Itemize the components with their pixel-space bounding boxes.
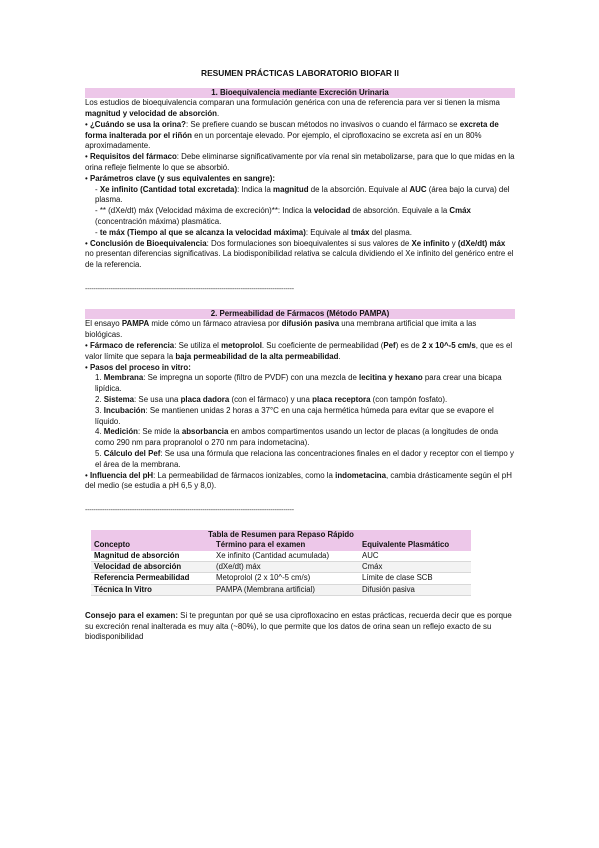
bold-text: Cmáx [449, 206, 471, 216]
bold-text: PAMPA [121, 319, 150, 329]
text: : Se usa una fórmula que relaciona las concentraciones finales en el dador y receptor con el tiempo y el área de la membrana. [95, 448, 514, 469]
text: y [449, 238, 458, 248]
bold-text: lecitina y hexano [359, 373, 423, 383]
bullet: • [85, 173, 88, 183]
section-1-heading: 1. Bioequivalencia mediante Excreción Urinaria [85, 88, 515, 99]
s2-intro [85, 319, 515, 341]
s1-xe-infinito [85, 185, 515, 207]
text: del plasma. [369, 227, 412, 237]
section-bioequivalencia [85, 88, 515, 271]
text: , que es el valor límite que separa la [85, 340, 513, 361]
text: : Se mide la [137, 427, 182, 437]
bullet: • [85, 362, 88, 372]
s2-paso-calculo [85, 449, 515, 471]
text: . [216, 109, 220, 119]
s1-conclusion [85, 239, 515, 271]
dash: - [95, 184, 98, 194]
table-cell: (dXe/dt) máx [213, 561, 359, 572]
table-header: Término para el examen [213, 540, 359, 550]
dash: - [95, 206, 98, 216]
bold-text: Pef [383, 340, 396, 350]
bold-text: magnitud [273, 184, 309, 194]
step-number: 4. [95, 427, 104, 437]
bold-text: tmáx [351, 227, 370, 237]
text: : Indica la [237, 184, 274, 194]
table-cell: Metoprolol (2 x 10^-5 cm/s) [213, 573, 359, 584]
bold-text: velocidad [313, 206, 351, 216]
section-divider: -------------------------------------------------------------------------------------------------- [85, 507, 294, 515]
text: , cambia drásticamente según el pH del medio (se estudia a pH 6,5 y 8,0). [85, 470, 512, 491]
table-caption: Tabla de Resumen para Repaso Rápido [91, 530, 471, 541]
section-2-heading: 2. Permeabilidad de Fármacos (Método PAMPA) [85, 309, 515, 320]
bold-text: te máx (Tiempo al que se alcanza la velocidad máxima) [99, 227, 306, 237]
table-header: Equivalente Plasmático [359, 540, 471, 550]
s1-dxe-dt [85, 206, 515, 228]
text: : Dos formulaciones son bioequivalentes si sus valores de [206, 238, 412, 248]
text: (área bajo la curva) del plasma. [95, 184, 510, 205]
s2-paso-incubacion [85, 406, 515, 428]
bold-text: Sistema [103, 394, 135, 404]
s2-referencia [85, 341, 515, 363]
bold-text: AUC [409, 184, 427, 194]
text: (concentración máxima) plasmática. [95, 217, 222, 227]
text: . Su coeficiente de permeabilidad ( [261, 340, 384, 350]
table-header: Concepto [91, 540, 213, 550]
bold-text: Influencia del pH [89, 470, 154, 480]
table-cell: Límite de clase SCB [359, 573, 471, 584]
s2-paso-sistema [85, 395, 515, 406]
s1-intro [85, 98, 515, 120]
table-cell: Cmáx [359, 561, 471, 572]
bold-text: indometacina [335, 470, 387, 480]
section-permeabilidad [85, 309, 515, 492]
table-cell: Velocidad de absorción [91, 561, 213, 572]
bold-text: Medición [103, 427, 138, 437]
bold-text: Cálculo del Pef [103, 448, 161, 458]
bold-text: 2 x 10^-5 cm/s [422, 340, 476, 350]
bullet: • [85, 119, 88, 129]
table-cell: AUC [359, 551, 471, 562]
text: : Equivale al [305, 227, 352, 237]
bold-text: Conclusión de Bioequivalencia [89, 238, 207, 248]
table-cell: Referencia Permeabilidad [91, 573, 213, 584]
exam-tip [85, 611, 515, 643]
bold-text: Fármaco de referencia [89, 340, 175, 350]
text: en ambos compartimentos usando un lector de placas (a longitudes de onda como 290 nm para propranolol o 270 nm para indometacina). [95, 427, 499, 448]
table-row [91, 551, 471, 562]
s1-parametros [85, 174, 515, 185]
s2-paso-membrana [85, 373, 515, 395]
bullet: • [85, 238, 88, 248]
bold-text: magnitud y velocidad de absorción [85, 109, 217, 119]
text: para crear una bicapa lipídica. [95, 373, 502, 394]
bullet: • [85, 152, 88, 162]
text: : Se prefiere cuando se buscan métodos no invasivos o cuando el fármaco se [186, 119, 460, 129]
text: . [338, 351, 341, 361]
text: de la absorción. Equivale al [308, 184, 410, 194]
text: El ensayo [85, 319, 122, 329]
step-number: 2. [95, 394, 104, 404]
bold-text: Requisitos del fármaco [89, 152, 177, 162]
s1-te-max [85, 228, 515, 239]
bold-text: Parámetros clave (y sus equivalentes en sangre) [89, 173, 273, 183]
text: : La permeabilidad de fármacos ionizables, como la [153, 470, 336, 480]
table-cell: PAMPA (Membrana artificial) [213, 584, 359, 595]
dash: - [95, 227, 98, 237]
table-cell: Técnica In Vitro [91, 584, 213, 595]
bold-text: metoprolol [221, 340, 262, 350]
text: ) es de [395, 340, 423, 350]
text: de absorción. Equivale a la [350, 206, 450, 216]
bold-text: Incubación [103, 405, 146, 415]
bold-text: ¿Cuándo se usa la orina? [89, 119, 186, 129]
s1-requisitos [85, 152, 515, 174]
text: Los estudios de bioequivalencia comparan una formulación genérica con una de referencia para ver si tienen la misma [85, 98, 500, 108]
s2-pasos [85, 363, 515, 374]
bold-text: Pasos del proceso in vitro [89, 362, 189, 372]
bold-text: Xe infinito [411, 238, 450, 248]
step-number: 5. [95, 448, 104, 458]
table-row [91, 584, 471, 595]
bold-text: Consejo para el examen: [85, 610, 178, 620]
table-header-row [91, 540, 471, 550]
text: : Se utiliza el [174, 340, 222, 350]
bold-text: placa dadora [180, 394, 230, 404]
bullet: • [85, 340, 88, 350]
s2-ph [85, 471, 515, 493]
step-number: 3. [95, 405, 104, 415]
text: ** (dXe/dt) máx (Velocidad máxima de excreción)**: Indica la [99, 206, 314, 216]
step-number: 1. [95, 373, 104, 383]
s1-cuando [85, 120, 515, 152]
bold-text: : [272, 173, 276, 183]
bold-text: Membrana [103, 373, 144, 383]
table-cell: Xe infinito (Cantidad acumulada) [213, 551, 359, 562]
bold-text: : [188, 362, 191, 372]
text: : Se impregna un soporte (filtro de PVDF) con una mezcla de [143, 373, 360, 383]
section-divider: -------------------------------------------------------------------------------------------------- [85, 286, 294, 294]
table-row [91, 561, 471, 572]
text: : Se mantienen unidas 2 horas a 37°C en una caja hermética húmeda para evitar que se evapore el líquido. [95, 405, 494, 426]
bullet: • [85, 470, 88, 480]
document-title: RESUMEN PRÁCTICAS LABORATORIO BIOFAR II [201, 68, 399, 78]
text: : Se usa una [134, 394, 181, 404]
document-page [85, 68, 515, 643]
text: (con el fármaco) y una [229, 394, 313, 404]
summary-table [91, 530, 471, 596]
bold-text: difusión pasiva [281, 319, 340, 329]
table-row [91, 573, 471, 584]
table-cell: Magnitud de absorción [91, 551, 213, 562]
bold-text: baja permeabilidad de la alta permeabilidad [175, 351, 339, 361]
text: : Debe eliminarse significativamente por vía renal sin metabolizarse, para que lo que midas en la orina refleje fielmente lo que se absorbió. [85, 152, 515, 173]
bold-text: absorbancia [181, 427, 229, 437]
text: en un porcentaje elevado. Por ejemplo, el ciprofloxacino se excreta así en un 80% aproximadamente. [85, 130, 482, 151]
text: mide cómo un fármaco atraviesa por [149, 319, 282, 329]
table-cell: Difusión pasiva [359, 584, 471, 595]
text: (con tampón fosfato). [370, 394, 448, 404]
text: no presentan diferencias significativas. La biodisponibilidad relativa se calcula dividiendo el Xe infinito del genérico entre el de la referencia. [85, 249, 514, 270]
s2-paso-medicion [85, 427, 515, 449]
bold-text: (dXe/dt) máx [457, 238, 506, 248]
bold-text: placa receptora [312, 394, 371, 404]
bold-text: Xe infinito (Cantidad total excretada) [99, 184, 238, 194]
bold-text: excreta de forma inalterada por el riñón [85, 119, 499, 140]
text: una membrana artificial que imita a las biológicas. [85, 319, 477, 340]
text: Si te preguntan por qué se usa ciprofloxacino en estas prácticas, recuerda decir que es porque su excreción renal inalterada es muy alta (~80%), lo que permite que los datos de orina sean un reflejo exacto de su biodisponibilidad [85, 610, 512, 642]
